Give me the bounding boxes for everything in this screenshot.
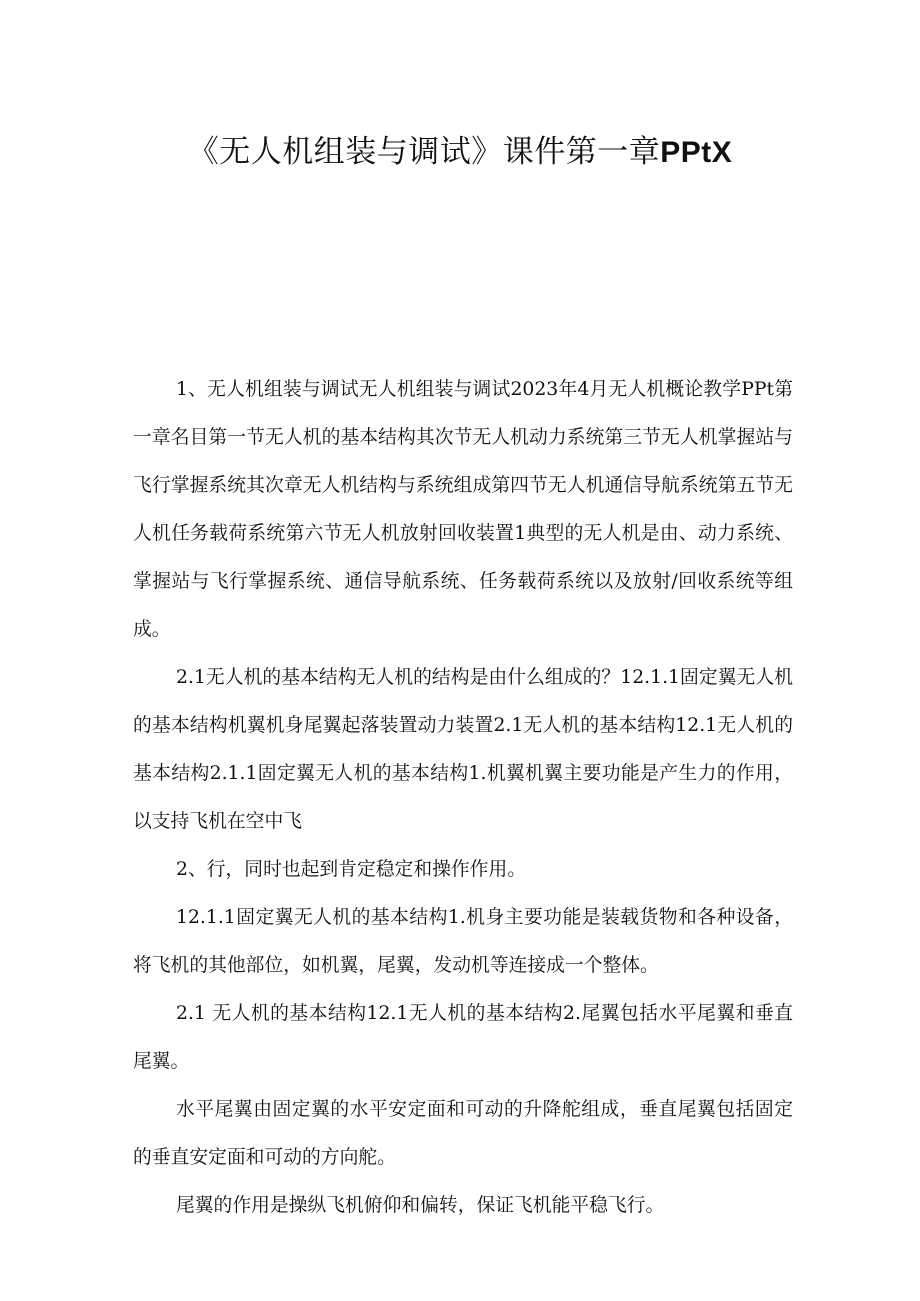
paragraph-4: 12.1.1固定翼无人机的基本结构1.机身主要功能是装载货物和各种设备，将飞机的其他部位，如机翼，尾翼，发动机等连接成一个整体。 [133, 907, 793, 976]
paragraph-6: 水平尾翼由固定翼的水平安定面和可动的升降舵组成，垂直尾翼包括固定的垂直安定面和可动的方向舵。 [133, 1099, 793, 1168]
paragraph-5: 2.1 无人机的基本结构12.1无人机的基本结构2.尾翼包括水平尾翼和垂直尾翼。 [133, 1003, 793, 1072]
document-title-suffix: PPtX [660, 136, 733, 169]
paragraph-3: 2、行，同时也起到肯定稳定和操作作用。 [176, 859, 527, 880]
document-title [0, 124, 920, 181]
paragraph-1: 1、无人机组装与调试无人机组装与调试2023年4月无人机概论教学PPt第一章名目第一节无人机的基本结构其次节无人机动力系统第三节无人机掌握站与飞行掌握系统其次章无人机结构与系统组成第四节无人机通信导航系统第五节无人机任务载荷系统第六节无人机放射回收装置1典型的无人机是由、动力系统、掌握站与飞行掌握系统、通信导航系统、任务载荷系统以及放射/回收系统等组成。 [133, 379, 793, 640]
paragraph-7: 尾翼的作用是操纵飞机俯仰和偏转，保证飞机能平稳飞行。 [176, 1195, 665, 1216]
document-title-text: 《无人机组装与调试》课件第一章 [187, 134, 661, 170]
document-body [133, 366, 793, 1230]
paragraph-2: 2.1无人机的基本结构无人机的结构是由什么组成的？12.1.1固定翼无人机的基本结构机翼机身尾翼起落装置动力装置2.1无人机的基本结构12.1无人机的基本结构2.1.1固定翼无人机的基本结构1.机翼机翼主要功能是产生力的作用，以支持飞机在空中飞 [133, 667, 793, 832]
